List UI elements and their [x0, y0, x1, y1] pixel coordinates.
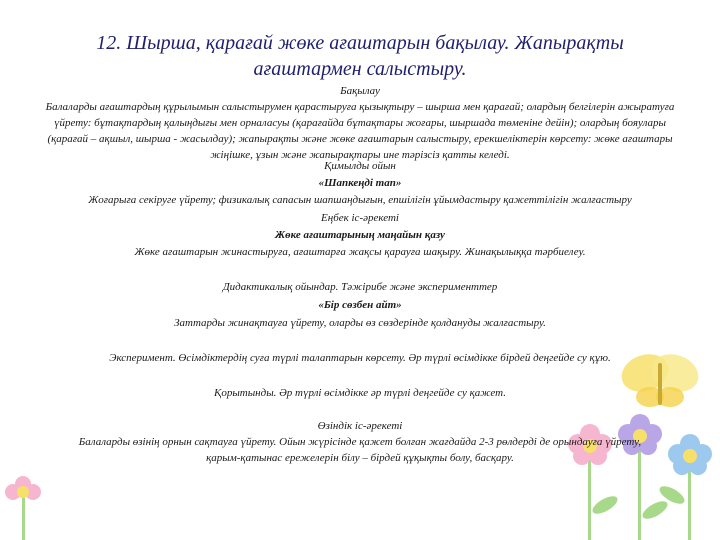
independent-text: Балаларды өзінің орнын сақтауға үйрету. Ойын жүрісінде қажет болған жағдайда 2-3 рөлдерді де орындауға үйрету, қарым-қатынас ережелерін білу – бірдей құқықты болу, басқару. [78, 436, 642, 464]
didactic-title: «Бір сөзбен айт» [318, 299, 402, 311]
didactic-heading: Дидактикалық ойындар. Тәжірибе және эксперименттер [222, 281, 498, 293]
flower-left-icon [0, 470, 60, 540]
game-text: Жоғарыға секіруге үйрету; физикалық сапасын шапшаңдығын, епшілігін ұйымдастыру қажеттілігін жалғастыру [88, 194, 632, 206]
game-title: «Шапкеңді тап» [318, 177, 402, 189]
independent-heading: Өзіндік іс-әрекеті [317, 420, 403, 432]
observation-heading: Бақылау [340, 85, 380, 97]
page-title: 12. Шырша, қарағай жөке ағаштарын бақылау. Жапырақты ағаштармен салыстыру. [96, 32, 624, 80]
conclusion-text: Қорытынды. Әр түрлі өсімдікке әр түрлі деңгейде су қажет. [214, 387, 506, 399]
experiment-text: Эксперимент. Өсімдіктердің суға түрлі талаптарын көрсету. Әр түрлі өсімдікке бірдей деңгейде су құю. [109, 352, 611, 364]
work-text: Жөке ағаштарын жинастыруға, ағаштарға жақсы қарауға шақыру. Жинақылыққа тәрбиелеу. [134, 246, 586, 258]
observation-text: Балаларды ағаштардың құрылымын салыстырумен қарастыруға қызықтыру – шырша мен қарағай; олардың белгілерін ажыратуға үйрету: бұтақтардың қалыңдығы мен орналасуы (қарағайда бұтақтары жоғары, шыршада төменіне дейін); олардың бояулары (қарағай – ақшыл, шырша - жасылдау); жапырақты және жөке ағаштарын салыстыру, ерекшеліктерін көрсету: жөке ағаштары жіңішке, ұзын және жапырақтары ине тәрізсіз қатты келеді. [45, 101, 675, 161]
game-heading: Қимылды ойын [324, 160, 396, 172]
work-title: Жөке ағаштарының маңайын қазу [275, 229, 445, 241]
work-heading: Еңбек іс-әрекеті [321, 212, 399, 224]
didactic-text: Заттарды жинақтауға үйрету, оларды өз сөздерінде қолдануды жалғастыру. [174, 317, 546, 329]
